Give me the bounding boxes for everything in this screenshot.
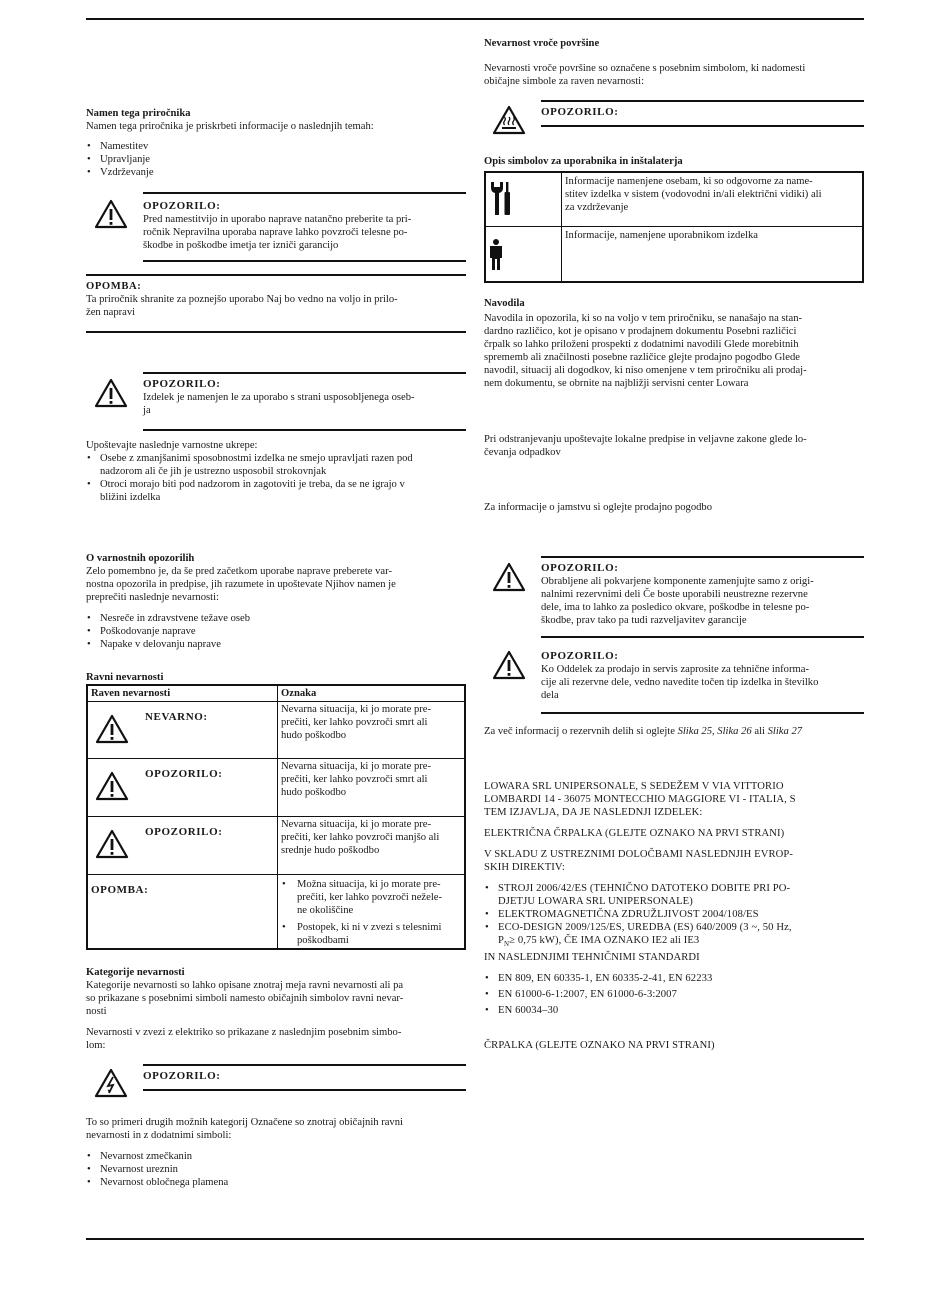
warning-title: OPOZORILO: <box>541 562 619 574</box>
about-text-line: nostna opozorila in predpise, jih razumete in upoštevate Njihov namen je <box>86 579 396 590</box>
person-icon <box>489 239 503 271</box>
warning-top-rule <box>541 100 864 102</box>
other-hazards-list <box>86 1150 466 1189</box>
disposal-text-line: Pri odstranjevanju upoštevajte lokalne predpise in veljavne zakone glede lo- <box>484 434 807 445</box>
warning-bottom-rule <box>541 125 864 127</box>
standards-intro: IN NASLEDNJIMI TEHNIČNIMI STANDARDI <box>484 952 700 964</box>
warning-top-rule <box>143 1064 466 1066</box>
instructions-text-line: navodil, situacij ali dogodkov, ki niso omenjene v tem priročniku ali prodaj- <box>484 365 807 376</box>
table-row <box>87 702 465 759</box>
disposal-text-line: čevanja odpadkov <box>484 447 561 458</box>
other-text-line: nevarnosti in z dodatnimi simboli: <box>86 1130 232 1141</box>
warning-title: OPOZORILO: <box>541 106 619 118</box>
list-item: • Poškodovanje naprave <box>86 625 466 638</box>
list-item: • Možna situacija, ki jo morate pre- prečiti, ker lahko povzroči nežele- ne okoliščine <box>281 878 461 917</box>
electric-text-line: Nevarnosti v zvezi z elektriko so prikazane z naslednjim posebnim simbo- <box>86 1027 402 1038</box>
figure-link[interactable]: Slika 25 <box>677 726 712 737</box>
note-text-line: Ta priročnik shranite za poznejšo uporabo Naj bo vedno na voljo in prilo- <box>86 294 398 305</box>
warning-triangle-icon <box>95 771 129 801</box>
about-warnings-section <box>86 552 466 651</box>
symbol-description-line: stitev izdelka v sistem (vodovodni in/ali električni vidiki) ali <box>565 189 822 200</box>
note-bottom-rule <box>86 331 466 333</box>
about-heading: O varnostnih opozorilih <box>86 553 195 564</box>
page-bottom-rule <box>86 1238 864 1240</box>
warning-text-line: ja <box>143 405 151 416</box>
categories-heading: Kategorije nevarnosti <box>86 967 185 978</box>
column-header: Raven nevarnosti <box>87 685 278 702</box>
warning-title: OPOZORILO: <box>143 1070 221 1082</box>
level-label: OPOMBA: <box>91 884 149 896</box>
list-item: • Nevarnost zmečkanin <box>86 1150 466 1163</box>
level-label: OPOZORILO: <box>145 768 223 780</box>
about-text-line: preprečiti naslednje nevarnosti: <box>86 592 219 603</box>
warning-top-rule <box>143 372 466 374</box>
symbols-heading: Opis simbolov za uporabnika in inštalaterja <box>484 156 683 167</box>
warning-bottom-rule <box>143 1089 466 1091</box>
levels-heading: Ravni nevarnosti <box>86 672 164 683</box>
list-item: • EN 61000-6-1:2007, EN 61000-6-3:2007 <box>484 988 864 1001</box>
warning-box <box>86 192 466 262</box>
hot-surface-text-line: Nevarnosti vroče površine so označene s posebnim simbolom, ki nadomesti <box>484 63 806 74</box>
categories-text-line: so prikazane s posebnimi simboli namesto običajnih simbolov ravni nevar- <box>86 993 404 1004</box>
instructions-text-line: črpalk so lahko priloženi prospekti z dodatnimi navodili Glede morebitnih <box>484 339 799 350</box>
column-header: Oznaka <box>278 685 466 702</box>
warning-top-rule <box>541 556 864 558</box>
declaration-text-line: LOWARA SRL UNIPERSONALE, S SEDEŽEM V VIA VITTORIO <box>484 781 784 792</box>
warning-text-line: škodbe in poškodbe imetja ter izniči garancijo <box>143 240 339 251</box>
standards-list <box>484 972 864 1017</box>
warning-box-electric <box>86 1064 466 1094</box>
categories-text-line: nosti <box>86 1006 107 1017</box>
declaration-text-line: TEM IZJAVLJA, DA JE NASLEDNJI IZDELEK: <box>484 807 703 818</box>
directives-list <box>484 882 864 951</box>
warning-box <box>86 372 466 432</box>
warning-text-line: dela <box>541 690 559 701</box>
hot-surface-icon <box>492 105 526 135</box>
level-description-line: srednje hudo poškodbo <box>281 845 380 856</box>
warning-text-line: nalnimi rezervnimi deli Če boste uporabili neustrezne rezervne <box>541 589 808 600</box>
spare-parts-reference: Za več informacij o rezervnih delih si oglejte Slika 25, Slika 26 ali Slika 27 <box>484 726 803 737</box>
warning-box <box>484 556 864 638</box>
warning-triangle-icon <box>492 562 526 592</box>
instructions-text-line: sprememb ali značilnosti posebne različice glejte prodajno pogodbo Glede <box>484 352 800 363</box>
figure-link[interactable]: Slika 26 <box>717 726 752 737</box>
list-item: • Nevarnost ureznin <box>86 1163 466 1176</box>
symbol-description-line: Informacije namenjene osebam, ki so odgovorne za name- <box>565 176 813 187</box>
list-item: • Napake v delovanju naprave <box>86 638 466 651</box>
warning-bottom-rule <box>143 429 466 431</box>
instructions-section <box>484 297 864 390</box>
electric-hazard-icon <box>94 1068 128 1098</box>
level-description-line: prečiti, ker lahko povzroči manjšo ali <box>281 832 440 843</box>
instructions-heading: Navodila <box>484 298 525 309</box>
list-item: • Nesreče in zdravstvene težave oseb <box>86 612 466 625</box>
warning-triangle-icon <box>94 378 128 408</box>
warning-text-line: dele, ima to lahko za posledico okvare, poškodbe in telesne po- <box>541 602 810 613</box>
table-row <box>87 759 465 817</box>
warning-bottom-rule <box>143 260 466 262</box>
warning-title: OPOZORILO: <box>541 650 619 662</box>
hot-surface-section <box>484 37 864 88</box>
warning-box <box>484 646 864 716</box>
note-text-line: žen napravi <box>86 307 136 318</box>
level-label: NEVARNO: <box>145 711 208 723</box>
warning-title: OPOZORILO: <box>143 200 221 212</box>
about-text-line: Zelo pomembno je, da še pred začetkom uporabe naprave preberete var- <box>86 566 392 577</box>
table-row <box>87 875 465 950</box>
warning-text-line: ročnik Nepravilna uporaba naprave lahko povzroči telesne po- <box>143 227 408 238</box>
purpose-intro: Namen tega priročnika je priskrbeti informacije o naslednjih temah: <box>86 121 374 132</box>
list-item: • Postopek, ki ni v zvezi s telesnimi poškodbami <box>281 921 461 947</box>
level-description-line: prečiti, ker lahko povzroči smrt ali <box>281 774 428 785</box>
disposal-section <box>484 433 864 459</box>
categories-section <box>86 966 466 1052</box>
warning-triangle-icon <box>94 199 128 229</box>
note-top-rule <box>86 274 466 276</box>
categories-text-line: Kategorije nevarnosti so lahko opisane znotraj meja ravni nevarnosti ali pa <box>86 980 404 991</box>
list-item: • Otroci morajo biti pod nadzorom in zagotoviti je treba, da se ne igrajo v bližini izdelka <box>86 478 466 504</box>
hazards-list <box>86 612 466 651</box>
other-text-line: To so primeri drugih možnih kategorij Označene so znotraj običajnih ravni <box>86 1117 403 1128</box>
purpose-heading: Namen tega priročnika <box>86 108 191 119</box>
declaration-product: ELEKTRIČNA ČRPALKA (GLEJTE OZNAKO NA PRVI STRANI) <box>484 828 785 839</box>
precautions-section <box>86 439 466 504</box>
list-item: • EN 60034–30 <box>484 1004 864 1017</box>
instructions-text-line: dardno različico, kot je opisano v prodajnem dokumentu Posebni različici <box>484 326 797 337</box>
purpose-section <box>86 107 466 179</box>
declaration-text-line: LOMBARDI 14 - 36075 MONTECCHIO MAGGIORE VI - ITALIA, S <box>484 794 796 805</box>
level-description-line: Nevarna situacija, ki jo morate pre- <box>281 761 432 772</box>
warning-triangle-icon <box>95 829 129 859</box>
warning-text-line: Pred namestitvijo in uporabo naprave natančno preberite ta pri- <box>143 214 412 225</box>
warranty-text: Za informacije o jamstvu si oglejte prodajno pogodbo <box>484 502 713 513</box>
warning-text-line: škodbe, prav tako pa tudi razveljavitev garancije <box>541 615 747 626</box>
level-description-line: Nevarna situacija, ki jo morate pre- <box>281 819 432 830</box>
hot-surface-heading: Nevarnost vroče površine <box>484 38 600 49</box>
warning-title: OPOZORILO: <box>143 378 221 390</box>
symbol-description-line: za vzdrževanje <box>565 202 629 213</box>
tools-icon <box>489 181 513 217</box>
list-item: • STROJI 2006/42/ES (TEHNIČNO DATOTEKO DOBITE PRI PO- DJETJU LOWARA SRL UNIPERSONALE) <box>484 882 864 908</box>
hot-surface-text-line: običajne simbole za raven nevarnosti: <box>484 76 645 87</box>
declaration-section <box>484 780 864 1052</box>
directives-intro-line: SKIH DIREKTIV: <box>484 862 565 873</box>
precautions-intro: Upoštevajte naslednje varnostne ukrepe: <box>86 440 258 451</box>
list-item: • EN 809, EN 60335-1, EN 60335-2-41, EN 62233 <box>484 972 864 985</box>
electric-text-line: lom: <box>86 1040 106 1051</box>
list-item: • Osebe z zmanjšanimi sposobnostmi izdelka ne smejo upravljati razen pod nadzorom ali če jih je ustrezno usposobil strokovnjak <box>86 452 466 478</box>
other-categories-section <box>86 1116 466 1189</box>
warning-text-line: Obrabljene ali pokvarjene komponente zamenjujte samo z origi- <box>541 576 814 587</box>
list-item: • Nevarnost obločnega plamena <box>86 1176 466 1189</box>
instructions-text-line: Navodila in opozorila, ki so na voljo v tem priročniku, se nanašajo na stan- <box>484 313 803 324</box>
level-description-line: hudo poškodbo <box>281 787 347 798</box>
level-description-line: hudo poškodbo <box>281 730 347 741</box>
level-description-line: Nevarna situacija, ki jo morate pre- <box>281 704 432 715</box>
symbols-table <box>484 171 864 283</box>
list-item: • ELEKTROMAGNETIČNA ZDRUŽLJIVOST 2004/108/ES <box>484 908 864 921</box>
level-description-line: prečiti, ker lahko povzroči smrt ali <box>281 717 428 728</box>
table-row <box>87 817 465 875</box>
table-row <box>485 226 863 282</box>
purpose-list <box>86 140 466 179</box>
list-item: • Upravljanje <box>86 153 466 166</box>
list-item: • Namestitev <box>86 140 466 153</box>
warning-text-line: cije ali rezervne dele, vedno navedite točen tip izdelka in številko <box>541 677 819 688</box>
symbol-description-line: Informacije, namenjene uporabnikom izdelka <box>565 229 758 241</box>
level-label: OPOZORILO: <box>145 826 223 838</box>
warning-top-rule <box>143 192 466 194</box>
warning-bottom-rule <box>541 636 864 638</box>
warning-triangle-icon <box>492 650 526 680</box>
warning-text-line: Izdelek je namenjen le za uporabo s strani usposobljenega oseb- <box>143 392 415 403</box>
note-title: OPOMBA: <box>86 281 142 292</box>
pump-label: ČRPALKA (GLEJTE OZNAKO NA PRVI STRANI) <box>484 1040 715 1052</box>
precautions-list <box>86 452 466 504</box>
list-item: • Vzdrževanje <box>86 166 466 179</box>
warning-box-hot <box>484 100 864 130</box>
list-item: • ECO-DESIGN 2009/125/ES, UREDBA (ES) 640/2009 (3 ~, 50 Hz, $P_N\ge 0,75$ kW), ČE IMA OZNAKO IE2 ali IE3 <box>484 921 864 951</box>
directives-intro-line: V SKLADU Z USTREZNIMI DOLOČBAMI NASLEDNJIH EVROP- <box>484 849 793 860</box>
table-header-row <box>87 685 465 702</box>
warning-text-line: Ko Oddelek za prodajo in servis zaprosite za tehnične informa- <box>541 664 809 675</box>
hazard-levels-table <box>86 684 466 950</box>
note-bullets <box>281 878 461 947</box>
figure-link[interactable]: Slika 27 <box>767 726 803 737</box>
warning-triangle-icon <box>95 714 129 744</box>
note-box <box>86 280 466 319</box>
page-top-rule <box>86 18 864 20</box>
instructions-text-line: nem dokumentu, se obrnite na najbližji servisni center Lowara <box>484 378 749 389</box>
table-row <box>485 172 863 226</box>
warning-bottom-rule <box>541 712 864 714</box>
